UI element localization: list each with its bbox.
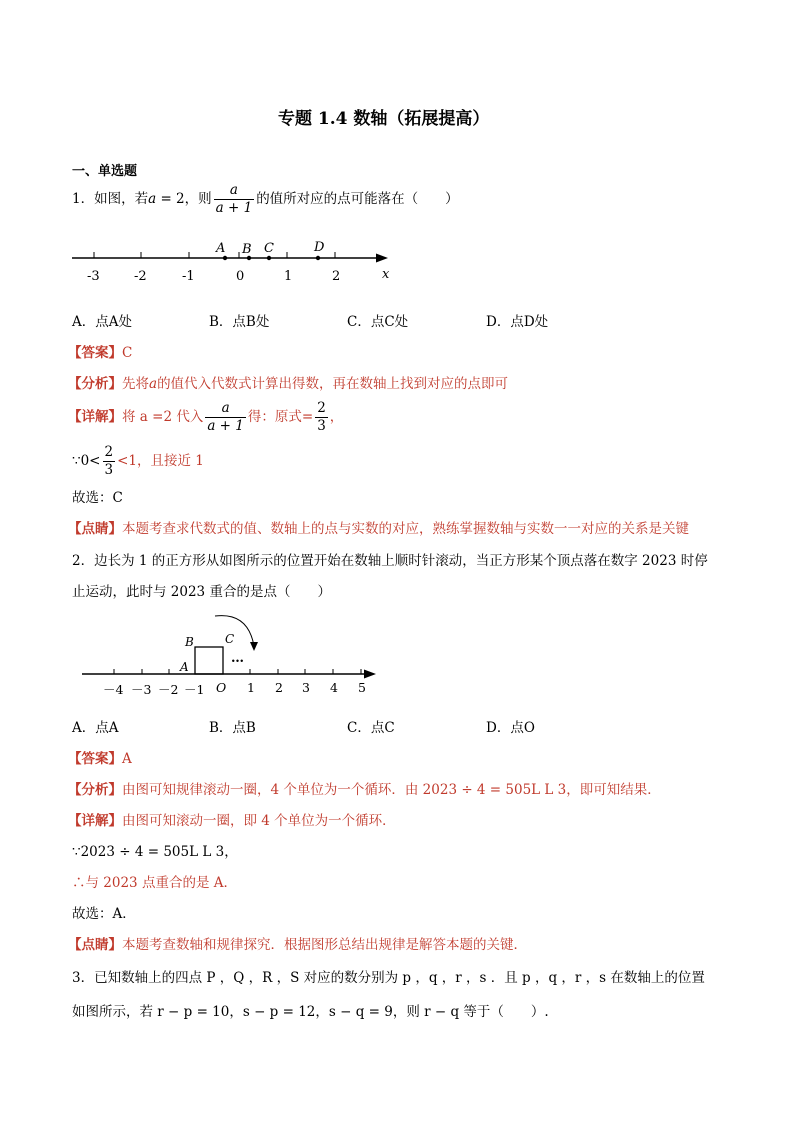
q1-analysis: 【分析】先将a的值代入代数式计算出得数，再在数轴上找到对应的点即可 bbox=[68, 376, 509, 392]
q1-option-d: D．点D处 bbox=[486, 314, 549, 330]
q1-comment: 【点睛】本题考查求代数式的值、数轴上的点与实数的对应，熟练掌握数轴与实数一一对应的关系是关键 bbox=[68, 521, 689, 537]
q1-stem: 1．如图，若a = 2，则 $\frac{a}{a + 1}$ 的值所对应的点可能落在（ ） bbox=[72, 182, 459, 216]
tick-label: 3 bbox=[302, 680, 310, 695]
tick-label: -1 bbox=[182, 269, 195, 284]
section-heading: 一、单选题 bbox=[72, 164, 138, 179]
rotation-arc bbox=[215, 616, 254, 646]
q2-option-b: B．点B bbox=[209, 720, 256, 736]
q2-option-a: A．点A bbox=[72, 720, 119, 736]
tick-label: －3 bbox=[131, 682, 152, 697]
q1-since: ∵0< $\frac{2}{3}$ <1，且接近 1 bbox=[72, 444, 204, 478]
tick-label: －4 bbox=[103, 682, 124, 697]
q1-fraction: $\frac{a}{a + 1}$ bbox=[215, 182, 253, 216]
q1-option-c: C．点C处 bbox=[347, 314, 409, 330]
point-label: C bbox=[264, 241, 274, 256]
tick-label: 2 bbox=[332, 269, 341, 284]
vertex-label: A bbox=[180, 660, 189, 674]
tick-label: 2 bbox=[275, 680, 283, 695]
square bbox=[195, 647, 223, 674]
q1-option-b: B．点B处 bbox=[209, 314, 270, 330]
q2-since: ∵2023 ÷ 4 = 505L L 3， bbox=[72, 844, 238, 860]
q1-choose: 故选：C bbox=[72, 490, 123, 506]
q2-stem-line1: 2．边长为 1 的正方形从如图所示的位置开始在数轴上顺时针滚动，当正方形某个顶点落在数字 2023 时停 bbox=[72, 553, 708, 569]
point-label: B bbox=[242, 242, 252, 257]
vertex-label: C bbox=[225, 632, 235, 646]
tick-label: 5 bbox=[358, 680, 366, 695]
q2-answer: 【答案】A bbox=[68, 751, 132, 767]
ellipsis: … bbox=[231, 651, 244, 666]
q2-choose: 故选：A． bbox=[72, 906, 136, 922]
rotation-arrow-icon bbox=[250, 642, 258, 651]
q3-stem-line2: 如图所示，若 r − p = 10，s − p = 12，s − q = 9，则 r − q 等于（ ）. bbox=[72, 1004, 549, 1020]
q1-detail: 【详解】将 a =2 代入 $\frac{a}{a + 1}$ 得：原式= $\frac{2}{3}$ ， bbox=[68, 400, 344, 434]
axis-x-label: x bbox=[382, 267, 390, 282]
q1-number-line-figure bbox=[60, 236, 400, 288]
origin-label: O bbox=[216, 680, 227, 695]
tick-label: 0 bbox=[236, 269, 245, 284]
tick-label: 1 bbox=[284, 269, 293, 284]
point-a bbox=[223, 256, 227, 260]
axis-arrow-icon bbox=[364, 670, 376, 679]
q1-option-a: A．点A处 bbox=[72, 314, 132, 330]
tick-label: -2 bbox=[134, 269, 147, 284]
q3-stem-line1: 3．已知数轴上的四点 P ，Q ，R ，S 对应的数分别为 p ，q ，r ，s ．且 p ，q ，r ，s 在数轴上的位置 bbox=[72, 970, 705, 986]
q2-detail: 【详解】由图可知滚动一圈，即 4 个单位为一个循环． bbox=[68, 813, 396, 829]
tick-label: 4 bbox=[330, 680, 338, 695]
point-label: A bbox=[216, 241, 226, 256]
tick-label: -3 bbox=[87, 269, 100, 284]
point-c bbox=[267, 256, 271, 260]
q2-option-d: D．点O bbox=[486, 720, 535, 736]
tick-label: －1 bbox=[184, 682, 205, 697]
axis-arrow-icon bbox=[376, 254, 388, 263]
q1-answer: 【答案】C bbox=[68, 345, 133, 361]
q2-analysis: 【分析】由图可知规律滚动一圈，4 个单位为一个循环．由 2023 ÷ 4 = 505L L 3，即可知结果． bbox=[68, 782, 661, 798]
q2-stem-line2: 止运动，此时与 2023 重合的是点（ ） bbox=[72, 584, 331, 600]
vertex-label: B bbox=[185, 635, 194, 649]
page-title: 专题 1.4 数轴（拓展提高） bbox=[278, 109, 490, 129]
q2-therefore: ∴与 2023 点重合的是 A． bbox=[72, 875, 237, 891]
tick-label: －2 bbox=[158, 682, 179, 697]
tick-label: 1 bbox=[247, 680, 255, 695]
q2-rolling-square-figure bbox=[78, 610, 384, 700]
q2-comment: 【点睛】本题考查数轴和规律探究．根据图形总结出规律是解答本题的关键． bbox=[68, 937, 527, 953]
point-d bbox=[316, 256, 320, 260]
q2-option-c: C．点C bbox=[347, 720, 395, 736]
point-label: D bbox=[314, 240, 325, 255]
